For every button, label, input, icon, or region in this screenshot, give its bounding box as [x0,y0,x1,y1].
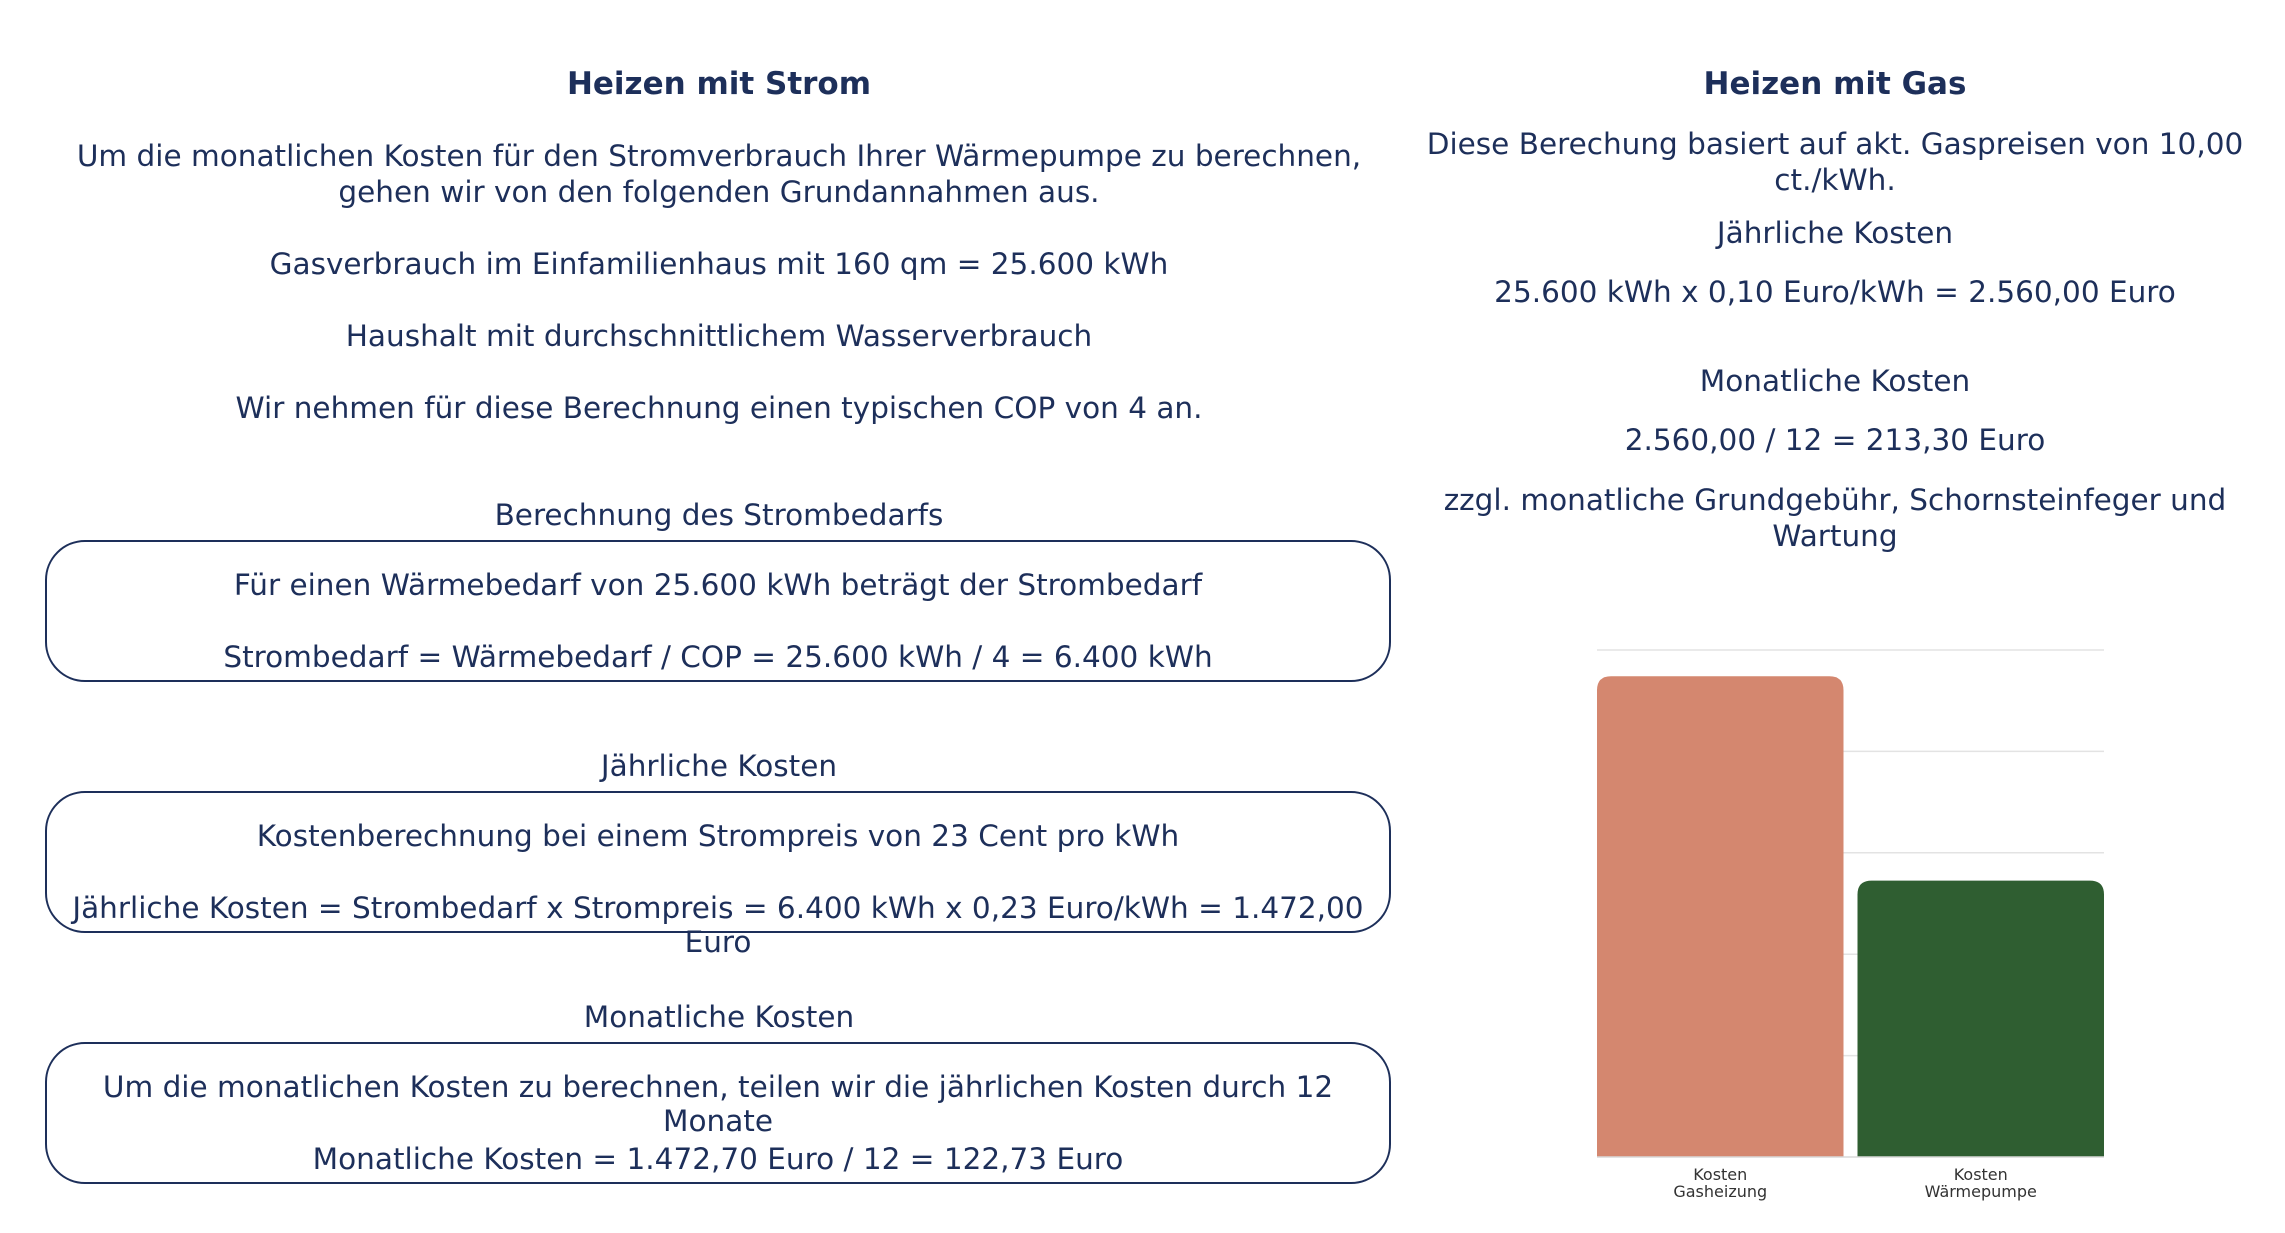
section-heading-strombedarf: Berechnung des Strombedarfs [494,498,944,532]
calc-box-line: Für einen Wärmebedarf von 25.600 kWh beträgt der Strombedarf [233,568,1203,602]
gas-price-basis: Diese Berechung basiert auf akt. Gaspreisen von 10,00 ct./kWh. [1426,127,2244,197]
calc-box-line: Monatliche Kosten = 1.472,70 Euro / 12 = 122,73 Euro [312,1142,1124,1176]
section-heading-monatlich: Monatliche Kosten [583,1000,855,1034]
x-tick-label: Gasheizung [1673,1182,1768,1201]
strom-title: Heizen mit Strom [566,66,872,102]
gas-monthly-heading: Monatliche Kosten [1699,364,1971,398]
x-tick-label: Wärmepumpe [1924,1182,2037,1201]
assumption-cop: Wir nehmen für diese Berechnung einen typischen COP von 4 an. [235,391,1203,425]
strom-intro-line2: gehen wir von den folgenden Grundannahmen aus. [338,175,1100,209]
assumption-water: Haushalt mit durchschnittlichem Wasserverbrauch [345,319,1093,353]
gas-annual-heading: Jährliche Kosten [1716,216,1954,250]
gas-title: Heizen mit Gas [1703,66,1967,102]
gas-extra-costs-note: zzgl. monatliche Grundgebühr, Schornsteinfeger und Wartung [1443,483,2227,553]
calc-box-line: Um die monatlichen Kosten zu berechnen, teilen wir die jährlichen Kosten durch 12 Monate [102,1070,1334,1138]
bar-1 [1858,881,2105,1157]
assumption-gas-consumption: Gasverbrauch im Einfamilienhaus mit 160 qm = 25.600 kWh [269,247,1169,281]
gas-monthly-calc: 2.560,00 / 12 = 213,30 Euro [1624,423,2046,457]
calc-box-line: Strombedarf = Wärmebedarf / COP = 25.600 kWh / 4 = 6.400 kWh [223,640,1213,674]
bar-0 [1597,676,1844,1157]
x-tick-label: Kosten [1953,1165,2008,1184]
calc-box-line: Kostenberechnung bei einem Strompreis von 23 Cent pro kWh [256,819,1180,853]
section-heading-jaehrlich: Jährliche Kosten [600,749,838,783]
x-tick-label: Kosten [1693,1165,1748,1184]
calc-box-line: Jährliche Kosten = Strombedarf x Strompreis = 6.400 kWh x 0,23 Euro/kWh = 1.472,00 Euro [72,891,1364,959]
gas-annual-calc: 25.600 kWh x 0,10 Euro/kWh = 2.560,00 Euro [1494,275,2176,309]
strom-intro-line1: Um die monatlichen Kosten für den Stromverbrauch Ihrer Wärmepumpe zu berechnen, [76,139,1362,173]
